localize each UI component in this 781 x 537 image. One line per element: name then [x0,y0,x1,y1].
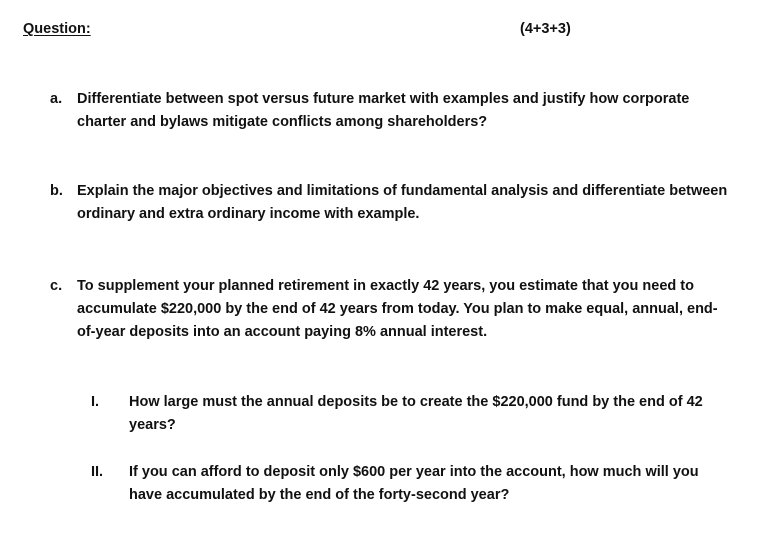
item-text: To supplement your planned retirement in exactly 42 years, you estimate that you need to accumulate $220,000 by the end of 42 years from today. You plan to make equal, annual, end-of-year deposits into an account paying 8% annual interest. [77,278,718,340]
item-label: b. [50,183,63,199]
item-label: a. [50,91,63,107]
item-text: Explain the major objectives and limitations of fundamental analysis and differentiate between ordinary and extra ordinary income with example. [77,183,728,222]
sub-question-2 [91,461,731,507]
sub-item-text: If you can afford to deposit only $600 per year into the account, how much will you have accumulated by the end of the forty-second year? [129,464,699,503]
sub-item-text: How large must the annual deposits be to create the $220,000 fund by the end of 42 years? [129,394,703,433]
question-heading: Question: [23,21,91,37]
item-label: c. [50,278,63,294]
marks-allocation: (4+3+3) [520,21,571,37]
sub-question-1 [91,391,731,437]
item-text: Differentiate between spot versus future market with examples and justify how corporate charter and bylaws mitigate conflicts among shareholders? [77,91,690,130]
question-item-a [50,88,730,134]
sub-item-label: I. [91,394,100,410]
question-item-b [50,180,730,226]
sub-item-label: II. [91,464,104,480]
question-item-c [50,275,730,344]
